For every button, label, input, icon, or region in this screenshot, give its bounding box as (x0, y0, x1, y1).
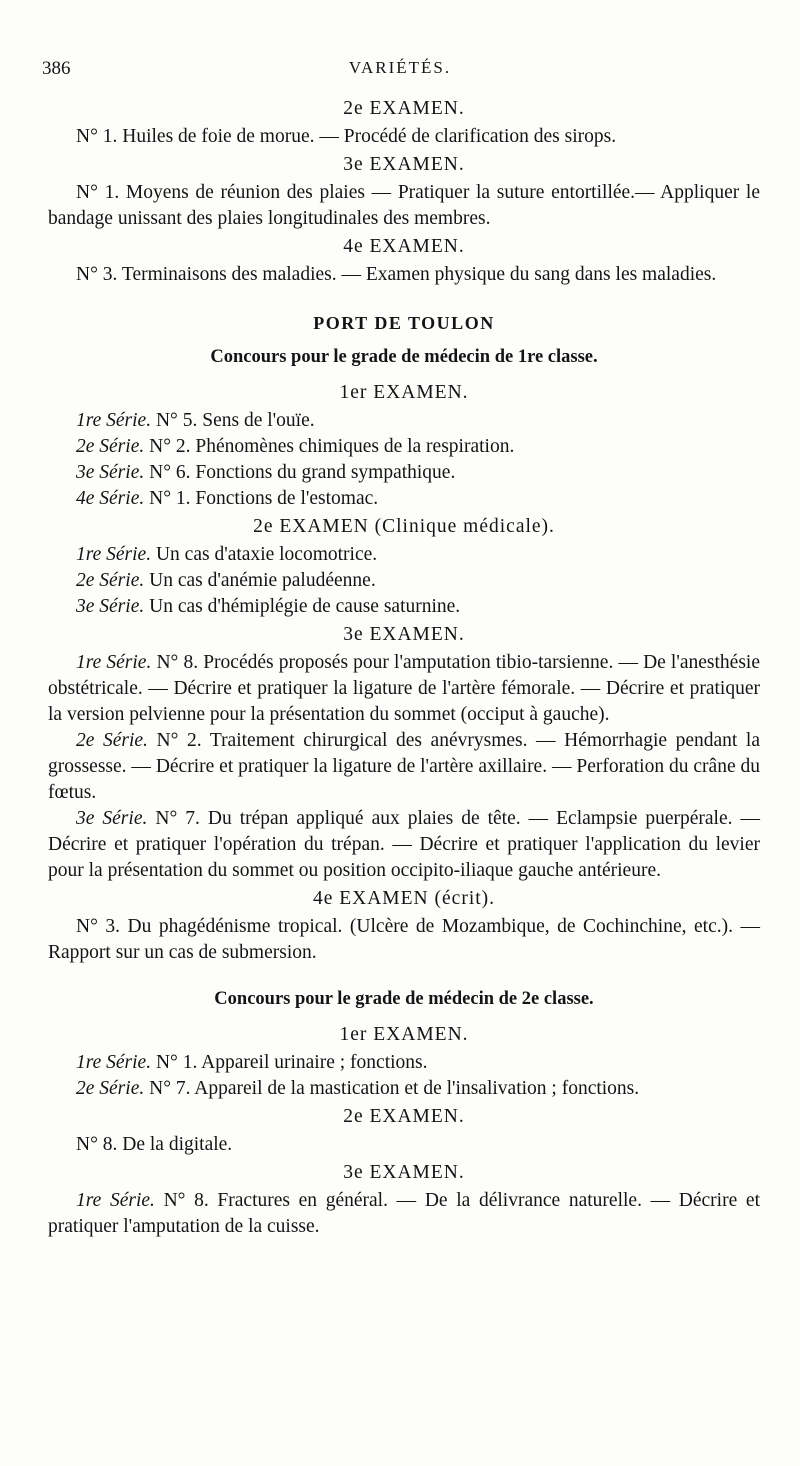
serie-line: 3e Série. N° 6. Fonctions du grand sympathique. (76, 462, 456, 483)
paragraph: N° 8. De la digitale. (76, 1134, 233, 1155)
concours-heading: Concours pour le grade de médecin de 1re classe. (210, 347, 598, 367)
serie-paragraph: 2e Série. N° 2. Traitement chirurgical des anévrysmes. — Hémorrhagie pendant la grossesse. — Décrire et pratiquer la ligature de l'artère axillaire. — Perforation du crâne du fœtus. (48, 730, 760, 803)
serie-label: 2e Série. (76, 570, 145, 591)
exam-heading: 2e EXAMEN. (343, 1106, 465, 1127)
exam-heading: 4e EXAMEN. (343, 236, 465, 257)
paragraph: N° 3. Terminaisons des maladies. — Examen physique du sang dans les maladies. (76, 264, 717, 285)
running-header (42, 58, 758, 84)
serie-paragraph: 3e Série. N° 7. Du trépan appliqué aux plaies de tête. — Eclampsie puerpérale. — Décrire et pratiquer l'opération du trépan. — Décrire et pratiquer l'application du levier pour la présentation du sommet ou position occipito-iliaque gauche antérieure. (48, 808, 760, 881)
serie-label: 2e Série. (76, 730, 148, 751)
exam-heading: 3e EXAMEN. (343, 154, 465, 175)
page-body (48, 94, 760, 1240)
serie-line: 4e Série. N° 1. Fonctions de l'estomac. (76, 488, 379, 509)
serie-label: 1re Série. (76, 410, 152, 431)
running-title: VARIÉTÉS. (348, 58, 452, 77)
serie-line: 1re Série. N° 5. Sens de l'ouïe. (76, 410, 315, 431)
serie-label: 2e Série. (76, 1078, 145, 1099)
serie-line: 2e Série. N° 2. Phénomènes chimiques de la respiration. (76, 436, 515, 457)
section-heading-port: PORT DE TOULON (313, 313, 495, 333)
serie-label: 1re Série. (76, 652, 152, 673)
serie-label: 2e Série. (76, 436, 145, 457)
paragraph: N° 1. Huiles de foie de morue. — Procédé de clarification des sirops. (76, 126, 617, 147)
serie-line: 1re Série. N° 1. Appareil urinaire ; fonctions. (76, 1052, 428, 1073)
serie-label: 3e Série. (76, 596, 145, 617)
serie-label: 4e Série. (76, 488, 145, 509)
exam-heading: 4e EXAMEN (écrit). (312, 888, 496, 909)
exam-heading: 2e EXAMEN. (343, 98, 465, 119)
serie-label: 3e Série. (76, 808, 148, 829)
serie-label: 3e Série. (76, 462, 145, 483)
serie-label: 1re Série. (76, 544, 152, 565)
serie-paragraph: 1re Série. N° 8. Fractures en général. — De la délivrance naturelle. — Décrire et pratiquer l'amputation de la cuisse. (48, 1190, 760, 1237)
serie-paragraph: 1re Série. N° 8. Procédés proposés pour l'amputation tibio-tarsienne. — De l'anesthésie obstétricale. — Décrire et pratiquer la ligature de l'artère fémorale. — Décrire et pratiquer la version pelvienne pour la présentation du sommet (occiput à gauche). (48, 652, 761, 725)
concours-heading: Concours pour le grade de médecin de 2e classe. (214, 989, 594, 1009)
serie-line: 2e Série. N° 7. Appareil de la mastication et de l'insalivation ; fonctions. (76, 1078, 640, 1099)
serie-label: 1re Série. (76, 1190, 155, 1211)
exam-heading: 3e EXAMEN. (343, 1162, 465, 1183)
page-number: 386 (42, 58, 71, 79)
exam-heading: 1er EXAMEN. (339, 382, 469, 403)
exam-heading: 3e EXAMEN. (343, 624, 465, 645)
exam-heading: 2e EXAMEN (Clinique médicale). (253, 516, 555, 537)
serie-line: 1re Série. Un cas d'ataxie locomotrice. (76, 544, 378, 565)
paragraph: N° 1. Moyens de réunion des plaies — Pratiquer la suture entortillée.— Appliquer le bandage unissant des plaies longitudinales des membres. (48, 182, 760, 229)
serie-line: 3e Série. Un cas d'hémiplégie de cause saturnine. (76, 596, 461, 617)
exam-heading: 1er EXAMEN. (339, 1024, 469, 1045)
serie-label: 1re Série. (76, 1052, 152, 1073)
serie-line: 2e Série. Un cas d'anémie paludéenne. (76, 570, 376, 591)
paragraph: N° 3. Du phagédénisme tropical. (Ulcère de Mozambique, de Cochinchine, etc.). — Rapport sur un cas de submersion. (48, 916, 760, 963)
